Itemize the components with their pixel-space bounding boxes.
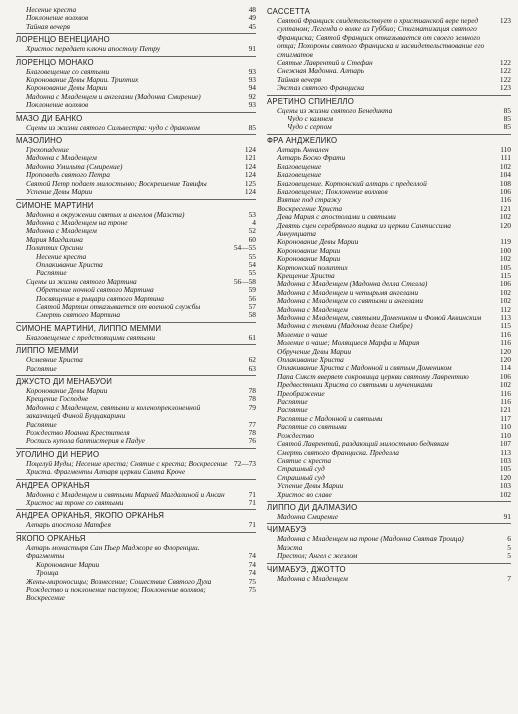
- entry-title: Мария Магдалина: [26, 234, 83, 244]
- entry-page-number: 110: [500, 430, 511, 440]
- entry-page-number: 71: [248, 489, 256, 499]
- entry-title: Благовещение с предстоящими святыми: [26, 332, 156, 342]
- entry-page-number: 116: [500, 195, 511, 205]
- entry-page-number: 60: [248, 234, 256, 244]
- entry-title: Мадонна Умильта (Смирение): [26, 161, 123, 171]
- entry-title: Мадонна Смирение: [277, 511, 339, 521]
- entry-title: Троица: [36, 568, 59, 578]
- entry-title: Коронование Марии: [277, 254, 341, 264]
- index-entry: [16, 586, 256, 603]
- entry-page-number: 54—55: [233, 243, 256, 253]
- entry-page-number: 102: [499, 380, 511, 390]
- artist-heading: МАЗОЛИНО: [16, 134, 256, 145]
- entry-page-number: 121: [244, 153, 256, 163]
- entry-page-number: 106: [499, 279, 511, 289]
- entry-title: Смерть святого Франциска. Пределла: [277, 447, 399, 457]
- entry-title: Мадонна с Младенцем (Мадонна делла Стелла): [277, 279, 428, 289]
- index-entry: [267, 17, 511, 59]
- entry-title: Успение Девы Марии: [277, 481, 344, 491]
- entry-title: Полиптих Орсини: [26, 243, 83, 253]
- entry-title: Сцены из жизни святого Бенедикта: [277, 105, 393, 115]
- entry-title: Мадонна с тенями (Мадонна делле Омбре): [277, 321, 413, 331]
- entry-title: Смерть святого Мартина: [36, 310, 121, 320]
- index-entry: [267, 123, 511, 131]
- entry-title: Христос на троне со святыми: [26, 498, 124, 508]
- entry-page-number: 124: [244, 161, 256, 171]
- entry-page-number: 122: [499, 58, 511, 68]
- entry-page-number: 58: [248, 310, 256, 320]
- artist-heading: МАЗО ДИ БАНКО: [16, 112, 256, 123]
- entry-page-number: 125: [244, 178, 256, 188]
- entry-page-number: 72—73: [233, 458, 256, 468]
- entry-page-number: 120: [499, 346, 511, 356]
- entry-title: Благовещение: [277, 170, 322, 180]
- entry-page-number: 122: [499, 74, 511, 84]
- entry-page-number: 76: [248, 436, 256, 446]
- entry-page-number: 123: [499, 83, 511, 93]
- entry-page-number: 85: [248, 122, 256, 132]
- entry-page-number: 113: [500, 447, 511, 457]
- entry-title: Посвящение в рыцари святого Мартина: [36, 293, 164, 303]
- entry-page-number: 55: [248, 268, 256, 278]
- entry-page-number: 93: [248, 66, 256, 76]
- index-entry: [16, 45, 256, 53]
- entry-page-number: 114: [500, 363, 511, 373]
- index-entry: [16, 311, 256, 319]
- entry-title: Мадонна с Младенцем, святыми Домеником и Фомой Аквинским: [277, 313, 482, 322]
- entry-title: Страшный суд: [277, 472, 325, 482]
- entry-page-number: 119: [500, 237, 511, 247]
- entry-title: Алтарь монастыря Сан Пьер Маджоре во Флоренции.: [26, 542, 200, 552]
- entry-page-number: 75: [248, 576, 256, 586]
- entry-page-number: 110: [500, 422, 511, 432]
- entry-title: Распятие: [36, 268, 67, 278]
- entry-page-number: 45: [248, 21, 256, 31]
- entry-title: Мадонна с Младенцем и четырьмя ангелами: [277, 287, 419, 297]
- index-entry: [16, 365, 256, 373]
- entry-page-number: 124: [244, 170, 256, 180]
- entry-page-number: 124: [244, 187, 256, 197]
- entry-title: Тайная вечеря: [26, 21, 71, 31]
- index-entry: [16, 437, 256, 445]
- entry-page-number: 74: [248, 551, 256, 561]
- entry-title: Страшный суд: [277, 464, 325, 474]
- entry-page-number: 121: [499, 405, 511, 415]
- entry-title: Проповедь святого Петра: [26, 170, 110, 180]
- entry-page-number: 71: [248, 520, 256, 530]
- entry-page-number: 75: [248, 584, 256, 594]
- index-entry: [267, 552, 511, 560]
- entry-page-number: 4: [252, 217, 256, 227]
- entry-title: Крещение Господне: [26, 394, 89, 404]
- entry-title: Роспись купола баптистерия в Падуе: [26, 436, 145, 446]
- entry-title: Рождество: [277, 430, 315, 440]
- entry-title: Моление о чаше; Молящиеся Марфа и Мария: [277, 338, 420, 348]
- entry-page-number: 78: [248, 428, 256, 438]
- entry-title: Коронование Девы Марии: [277, 237, 359, 247]
- entry-page-number: 56—58: [233, 276, 256, 286]
- entry-page-number: 74: [248, 559, 256, 569]
- entry-page-number: 106: [499, 371, 511, 381]
- entry-title: Коронование Девы Марии. Триптих: [26, 75, 139, 85]
- entry-title: Престол; Ангел с жезлом: [277, 551, 358, 561]
- entry-title: Рождество Иоанна Крестителя: [26, 428, 130, 438]
- entry-title: Крещение Христа: [277, 270, 335, 280]
- index-entry: [16, 23, 256, 31]
- entry-page-number: 71: [248, 498, 256, 508]
- entry-page-number: 85: [503, 114, 511, 124]
- entry-title: Мадонна с Младенцем: [277, 573, 348, 583]
- entry-title: Благовещение со святыми: [26, 66, 110, 76]
- entry-title: Поклонение волхвов: [26, 100, 89, 110]
- entry-page-number: 5: [507, 551, 511, 561]
- entry-title: Оплакивание Христа с Мадонной и святым Домеником: [277, 363, 452, 373]
- entry-title: Сцены из жизни святого Мартина: [26, 276, 137, 286]
- entry-page-number: 116: [500, 397, 511, 407]
- entry-title: Поцелуй Иуды; Несение креста; Снятие с креста; Воскресение Христа. Фрагменты Алтаря церкви Санта Кроче: [26, 458, 228, 477]
- entry-title: Рождество и поклонение пастухов; Поклонение волхвов; Воскресение: [26, 584, 206, 603]
- entry-page-number: 94: [248, 83, 256, 93]
- entry-title: Мадонна с Младенцем: [26, 153, 97, 163]
- entry-title: Экстаз святого Франциска: [277, 83, 365, 93]
- index-entry: [267, 491, 511, 499]
- index-entry: [16, 124, 256, 132]
- entry-title: Коронование Девы Марии: [26, 386, 108, 395]
- entry-title: Алтарь Аннален: [277, 144, 329, 154]
- entry-page-number: 102: [499, 296, 511, 306]
- entry-page-number: 116: [500, 388, 511, 398]
- entry-title: Распятие: [26, 363, 57, 373]
- artist-heading: АНДРЕА ОРКАНЬЯ: [16, 479, 256, 490]
- artist-heading: ЛИППО ДИ ДАЛМАЗИО: [267, 501, 511, 512]
- entry-title: Распятие: [277, 397, 308, 407]
- entry-page-number: 124: [244, 145, 256, 155]
- entry-title: Святой Мартин отказывается от военной службы: [36, 301, 201, 311]
- index-entry: [16, 521, 256, 529]
- entry-title: Мадонна с Младенцем на троне (Мадонна Святая Троица): [277, 534, 464, 544]
- entry-page-number: 120: [499, 472, 511, 482]
- entry-page-number: 78: [248, 386, 256, 395]
- entry-title: Мадонна с Младенцем: [26, 226, 97, 236]
- entry-page-number: 103: [499, 481, 511, 491]
- entry-page-number: 104: [499, 170, 511, 180]
- entry-page-number: 5: [507, 542, 511, 552]
- entry-title: Дева Мария с апостолами и святыми: [277, 212, 396, 222]
- entry-title: Распятие с Мадонной и святыми: [277, 413, 383, 423]
- entry-title: Распятие со святыми: [277, 422, 347, 432]
- entry-title: Жены-мироносицы; Вознесение; Сошествие Святого Духа: [26, 576, 212, 586]
- entry-page-number: 110: [500, 144, 511, 154]
- entry-page-number: 52: [248, 226, 256, 236]
- entry-title: Взятие под стражу: [277, 195, 342, 205]
- index-entry: [267, 84, 511, 92]
- index-entry: [16, 334, 256, 342]
- entry-title: Коронование Марии: [36, 559, 100, 569]
- entry-title: Предвестники Христа со святыми и мучениками: [277, 380, 433, 390]
- entry-page-number: 78: [248, 394, 256, 404]
- artist-heading: ЛОРЕНЦО ВЕНЕЦИАНО: [16, 33, 256, 44]
- entry-page-number: 62: [248, 355, 256, 365]
- entry-title: Коронование Девы Марии: [26, 83, 108, 93]
- entry-title: Обретение ночной святого Мартина: [36, 285, 154, 295]
- entry-title: Благовещение: [277, 161, 322, 171]
- artist-heading: САССЕТТА: [267, 7, 311, 16]
- artist-heading: ФРА АНДЖЕЛИКО: [267, 134, 511, 145]
- entry-title: Мадонна в окружении святых и ангелов (Маэста): [26, 209, 185, 219]
- entry-title: Чудо с серпом: [287, 122, 332, 132]
- entry-page-number: 123: [499, 16, 511, 25]
- entry-page-number: 74: [248, 568, 256, 578]
- entry-page-number: 56: [248, 293, 256, 303]
- entry-title: Папа Сикст вверяет сокровища церкви святому Лаврентию: [277, 371, 469, 381]
- entry-title: Благовещение; Поклонение волхвов: [277, 186, 388, 196]
- entry-page-number: 116: [500, 329, 511, 339]
- entry-title: Мадонна с Младенцем: [277, 304, 348, 314]
- entry-title: Успение Девы Марии: [26, 187, 93, 197]
- entry-title: Воскресение Христа: [277, 203, 343, 213]
- entry-title: Мадонна с Младенцем и святыми Марией Магдалиной и Ансан: [26, 489, 225, 499]
- artist-heading: ЯКОПО ОРКАНЬЯ: [16, 532, 256, 543]
- entry-page-number: 59: [248, 285, 256, 295]
- artist-heading: ЛИППО МЕММИ: [16, 344, 256, 355]
- artist-heading: АРЕТИНО СПИНЕЛЛО: [267, 95, 511, 106]
- entry-title: Мадонна с Младенцем и ангелами (Мадонна Смирение): [26, 91, 201, 101]
- entry-page-number: 115: [500, 321, 511, 331]
- artist-heading: УГОЛИНО ДИ НЕРИО: [16, 448, 256, 459]
- index-entry: [267, 575, 511, 583]
- index-entry: [16, 101, 256, 109]
- entry-page-number: 55: [248, 251, 256, 261]
- index-column-right: [267, 6, 511, 583]
- entry-page-number: 54: [248, 259, 256, 269]
- entry-page-number: 7: [507, 573, 511, 583]
- entry-page-number: 48: [248, 5, 256, 14]
- entry-page-number: 57: [248, 301, 256, 311]
- entry-page-number: 102: [499, 161, 511, 171]
- entry-page-number: 111: [500, 153, 511, 163]
- entry-page-number: 102: [499, 287, 511, 297]
- entry-title: Снятие с креста: [277, 455, 332, 465]
- index-entry: [16, 499, 256, 507]
- entry-page-number: 91: [248, 44, 256, 54]
- artist-heading: ЧИМАБУЭ: [267, 523, 511, 534]
- entry-page-number: 106: [499, 186, 511, 196]
- entry-page-number: 107: [499, 439, 511, 449]
- entry-title: Мадонна с Младенцем на троне: [26, 217, 128, 227]
- entry-title: Христос во славе: [277, 489, 332, 499]
- entry-title: Тайная вечеря: [277, 74, 322, 84]
- index-entry: [16, 188, 256, 196]
- entry-title: Грехопадение: [26, 145, 69, 155]
- entry-title: Распятие: [277, 405, 308, 415]
- entry-page-number: 100: [499, 245, 511, 255]
- entry-page-number: 117: [500, 413, 511, 423]
- entry-title: Мадонна с Младенцем, святыми и коленопреклоненной заказчицей Финой Буццакарини: [26, 402, 201, 421]
- index-entry: [267, 535, 511, 543]
- entry-title: Обручение Девы Марии: [277, 346, 352, 356]
- entry-page-number: 91: [503, 511, 511, 521]
- entry-title: Сцены из жизни святого Сильвестра: чудо с драконом: [26, 122, 200, 132]
- entry-page-number: 49: [248, 13, 256, 23]
- index-entry: [16, 404, 256, 421]
- entry-page-number: 122: [499, 66, 511, 76]
- entry-page-number: 92: [248, 91, 256, 101]
- entry-title: Снежная Мадонна. Алтарь: [277, 66, 365, 76]
- entry-page-number: 79: [248, 402, 256, 412]
- entry-page-number: 102: [499, 212, 511, 222]
- entry-title: Преображение: [277, 388, 325, 398]
- artist-heading: ЛОРЕНЦО МОНАКО: [16, 56, 256, 67]
- entry-title: Маэста: [277, 542, 303, 552]
- entry-title: Святой Лаврентий, раздающий милостыню беднякам: [277, 439, 449, 449]
- entry-title: Фрагменты: [26, 551, 65, 561]
- index-entry: [267, 513, 511, 521]
- entry-page-number: 85: [503, 122, 511, 132]
- entry-title: Мадонна с Младенцем со святыми и ангелами: [277, 296, 424, 306]
- entry-title: Святой Петр подает милостыню; Воскрешение Тавифы: [26, 178, 207, 188]
- entry-title: Несение креста: [26, 5, 77, 14]
- entry-title: Святой Франциск свидетельствует о христианской вере перед султаном; Легенда о волке из Губбио; Стигматизация святого Франциска; Святой Франциск отказывается от своего земного отца; Похороны святого Франциска и засвидетельствование его стигматов: [277, 16, 485, 59]
- artist-heading: АНДРЕА ОРКАНЬЯ, ЯКОПО ОРКАНЬЯ: [16, 509, 256, 520]
- artist-heading: ЧИМАБУЭ, ДЖОТТО: [267, 563, 511, 574]
- entry-page-number: 102: [499, 489, 511, 499]
- entry-page-number: 63: [248, 363, 256, 373]
- entry-title: Чудо с камнем: [287, 114, 333, 124]
- entry-title: Осмеяние Христа: [26, 355, 83, 365]
- entry-page-number: 53: [248, 209, 256, 219]
- entry-page-number: 105: [499, 262, 511, 272]
- artist-heading: СИМОНЕ МАРТИНИ, ЛИППО МЕММИ: [16, 322, 256, 333]
- entry-page-number: 85: [503, 105, 511, 115]
- entry-page-number: 121: [499, 203, 511, 213]
- index-entry: [267, 222, 511, 239]
- index-column-left: [16, 6, 256, 603]
- entry-page-number: 77: [248, 419, 256, 429]
- entry-title: Распятие: [26, 419, 57, 429]
- entry-title: Девять сцен серебряного ящика из церкви Сантиссима Аннунциата: [277, 220, 451, 238]
- entry-page-number: 108: [499, 178, 511, 188]
- entry-page-number: 120: [499, 355, 511, 365]
- artist-heading: ДЖУСТО ДИ МЕНАБУОИ: [16, 375, 256, 386]
- entry-title: Алтарь апостола Матфея: [26, 520, 111, 530]
- entry-page-number: 6: [507, 534, 511, 544]
- entry-title: Несение креста: [36, 251, 87, 261]
- entry-page-number: 115: [500, 270, 511, 280]
- entry-page-number: 112: [500, 304, 511, 314]
- entry-title: Оплакивание Христа: [36, 259, 103, 269]
- entry-page-number: 116: [500, 338, 511, 348]
- entry-page-number: 120: [499, 220, 511, 230]
- entry-title: Поклонение волхвов: [26, 13, 89, 23]
- entry-title: Святые Лаврентий и Стефан: [277, 58, 373, 68]
- artist-heading: СИМОНЕ МАРТИНИ: [16, 199, 256, 210]
- entry-page-number: 93: [248, 100, 256, 110]
- entry-title: Оплакивание Христа: [277, 355, 344, 365]
- index-entry: [16, 460, 256, 477]
- entry-title: Коронование Марии: [277, 245, 341, 255]
- entry-page-number: 103: [499, 455, 511, 465]
- entry-title: Благовещение. Кортонский алтарь с пределлой: [277, 178, 427, 188]
- entry-title: Христос передает ключи апостолу Петру: [26, 44, 161, 54]
- entry-title: Моление о чаше: [277, 329, 328, 339]
- entry-title: Алтарь Боско Фрати: [277, 153, 346, 163]
- entry-page-number: 93: [248, 75, 256, 85]
- entry-page-number: 113: [500, 313, 511, 322]
- entry-page-number: 61: [248, 332, 256, 342]
- entry-page-number: 102: [499, 254, 511, 264]
- entry-page-number: 105: [499, 464, 511, 474]
- entry-title: Кортонский полиптих: [277, 262, 348, 272]
